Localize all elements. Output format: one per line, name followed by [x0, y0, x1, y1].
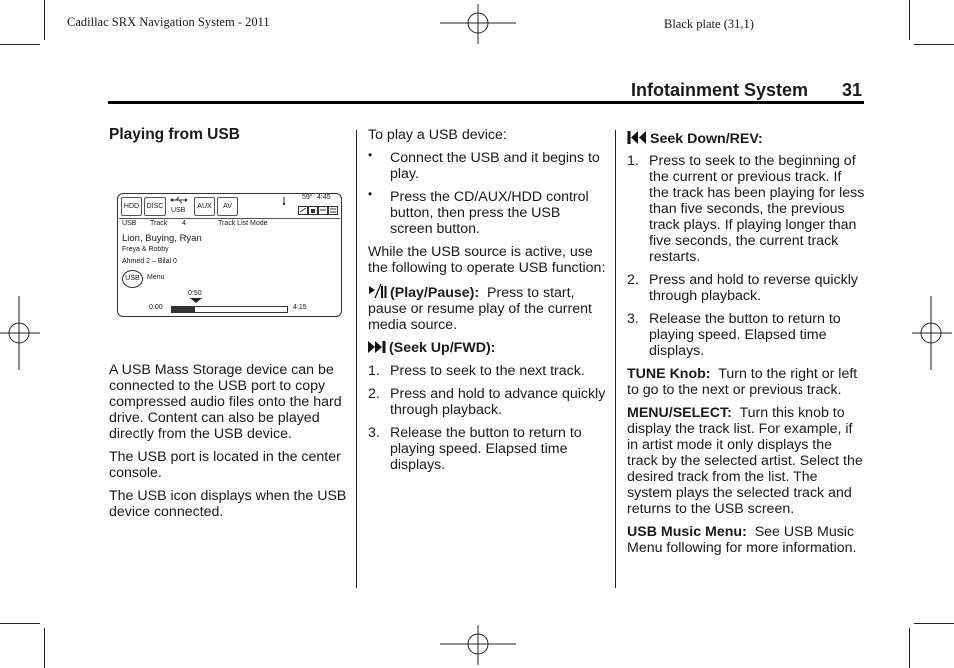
track-number: 4: [182, 220, 186, 227]
usb-music-menu-label: USB Music Menu:: [627, 524, 747, 540]
temperature: 59°: [302, 194, 313, 201]
paragraph: The USB icon displays when the USB device connected.: [109, 488, 347, 520]
column-2: [368, 127, 606, 480]
list-text: Release the button to return to playing speed. Elapsed time displays.: [649, 311, 841, 359]
hdd-button: HDD: [121, 197, 142, 216]
seek-up-label: (Seek Up/FWD):: [389, 340, 496, 356]
artist-line: Freya & Robby: [122, 246, 169, 253]
list-text: Press to seek to the next track.: [390, 363, 585, 379]
elapsed-time: 0:50: [188, 290, 202, 297]
progress-bar: [171, 306, 288, 313]
usb-symbol-icon: [170, 196, 188, 204]
registration-mark-bottom: [440, 625, 516, 665]
menu-select-label: MENU/SELECT:: [627, 405, 732, 421]
column-3: [627, 130, 865, 563]
progress-fill: [172, 307, 195, 312]
header-doc-title: Cadillac SRX Navigation System - 2011: [67, 15, 270, 29]
play-pause-text: Press to start, pause or resume play of the current media source.: [368, 285, 592, 333]
av-button: AV: [217, 197, 238, 216]
column-divider: [356, 130, 357, 588]
usb-music-menu-entry: [627, 524, 865, 556]
usb-label: USB: [171, 207, 186, 214]
seek-forward-icon: [368, 340, 386, 354]
status-icons: [298, 206, 338, 216]
paragraph: To play a USB device:: [368, 127, 507, 143]
registration-mark-top: [440, 4, 516, 44]
list-text: Press to seek to the beginning of the current or previous track. If the track has been playing for less than five seconds, the previous track plays. If playing longer than five seconds, the current track restarts.: [649, 153, 865, 265]
tune-knob-entry: [627, 366, 865, 398]
play-pause-icon: [368, 283, 387, 299]
bullet-text: Press the CD/AUX/HDD control button, then press the USB screen button.: [390, 189, 589, 237]
signal-icon: [282, 197, 286, 205]
list-text: Release the button to return to playing speed. Elapsed time displays.: [390, 425, 582, 473]
registration-mark-right: [912, 296, 952, 370]
list-item: 2. Press and hold to reverse quickly through playback.: [627, 272, 858, 304]
source-label: USB: [122, 220, 137, 227]
menu-select-entry: [627, 405, 865, 517]
end-time: 4:15: [293, 304, 307, 311]
mode-label: Track List Mode: [218, 220, 268, 227]
registration-mark-left: [0, 296, 40, 370]
menu-select-text: Turn this knob to display the track list. For example, if in artist mode it only displays the track by the selected artist. Select the desired track from the list. The system plays the selected track and returns to the USB screen.: [627, 405, 863, 517]
column-1-body: [109, 362, 349, 527]
paragraph: A USB Mass Storage device can be connected to the USB port to copy compressed audio files onto the hard drive. Content can also be played directly from the USB device.: [109, 362, 342, 442]
column-1: [109, 127, 349, 143]
page-number: 31: [842, 80, 863, 100]
list-text: Press and hold to reverse quickly through playback.: [649, 272, 858, 304]
column-divider: [615, 130, 616, 588]
usb-circle-button: USB: [122, 270, 143, 288]
list-text: Press and hold to advance quickly through playback.: [390, 386, 606, 418]
seek-back-icon: [627, 130, 647, 145]
list-item: 3. Release the button to return to playing speed. Elapsed time displays.: [368, 425, 582, 473]
tune-knob-label: TUNE Knob:: [627, 366, 711, 382]
header-plate: Black plate (31,1): [664, 17, 754, 31]
song-title: Lion, Buying, Ryan: [122, 233, 202, 244]
bullet-item: • Connect the USB and it begins to play.: [368, 148, 600, 182]
seek-down-heading: [627, 130, 865, 147]
seek-up-heading: [368, 340, 606, 356]
album-line: Ahmed 2 – Bilal 0: [122, 258, 177, 265]
paragraph: The USB port is located in the center console.: [109, 449, 341, 481]
aux-button: AUX: [194, 197, 215, 216]
header-rule: [108, 101, 864, 104]
bullet-text: Connect the USB and it begins to play.: [390, 150, 600, 182]
screen-divider: [119, 218, 340, 219]
usb-screen-figure: [117, 193, 342, 317]
play-pause-entry: [368, 283, 606, 333]
start-time: 0:00: [149, 304, 163, 311]
subheading: Playing from USB: [109, 126, 240, 143]
list-item: 1. Press to seek to the beginning of the current or previous track. If the track has been playing for less than five seconds, the previous track plays. If playing longer than five seconds, the current track restarts.: [627, 153, 865, 265]
menu-label: Menu: [147, 274, 165, 281]
disc-button: DISC: [144, 197, 166, 216]
track-label: Track: [150, 220, 168, 227]
position-marker-icon: [190, 298, 202, 304]
bullet-item: • Press the CD/AUX/HDD control button, then press the USB screen button.: [368, 187, 589, 237]
play-pause-label: (Play/Pause):: [390, 285, 480, 301]
section-title: Infotainment System: [631, 80, 809, 100]
list-item: 3. Release the button to return to playing speed. Elapsed time displays.: [627, 311, 841, 359]
paragraph: While the USB source is active, use the following to operate USB function:: [368, 244, 606, 276]
list-item: 2. Press and hold to advance quickly through playback.: [368, 386, 606, 418]
clock: 4:45: [317, 194, 331, 201]
seek-down-label: Seek Down/REV:: [650, 131, 763, 147]
tune-knob-text: Turn to the right or left to go to the next or previous track.: [627, 366, 858, 398]
usb-music-menu-text: See USB Music Menu following for more information.: [627, 524, 857, 556]
list-item: 1. Press to seek to the next track.: [368, 363, 585, 379]
